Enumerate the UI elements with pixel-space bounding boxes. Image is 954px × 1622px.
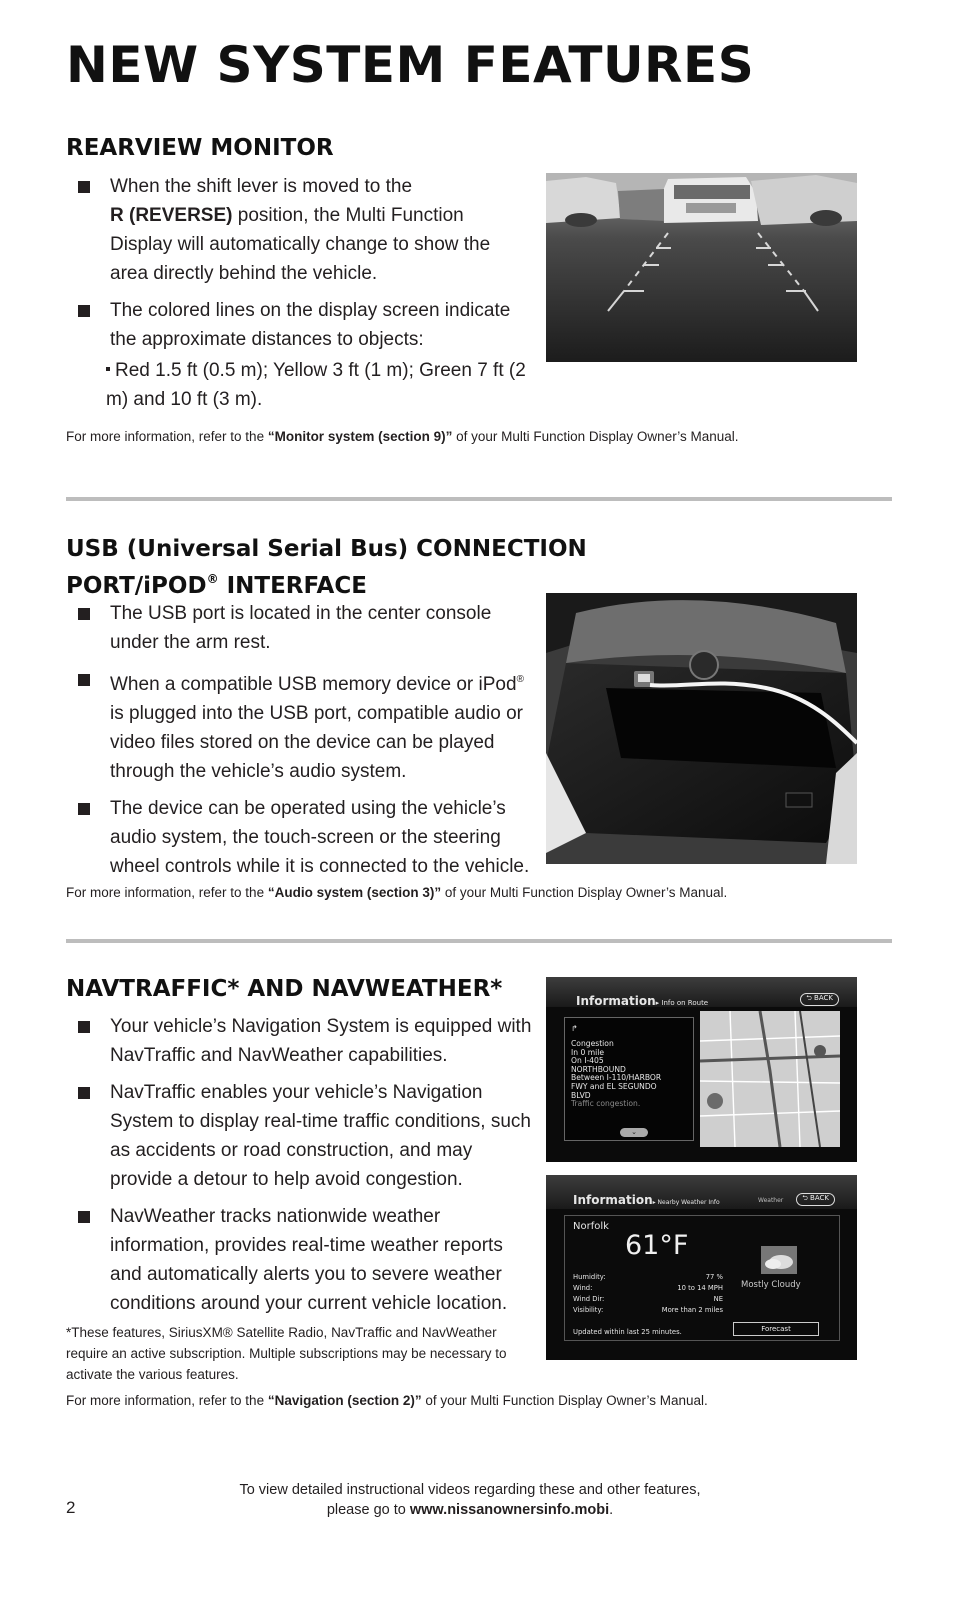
bullet-square-icon xyxy=(78,181,90,193)
bullet-square-icon xyxy=(78,1087,90,1099)
forecast-button: Forecast xyxy=(733,1322,819,1336)
screen-header: Information▸ Info on Route xyxy=(576,994,709,1008)
list-item: The device can be operated using the vehicle’s audio system, the touch-screen or the steering wheel controls while it is connected to the vehicle. xyxy=(78,794,538,881)
rearview-bullet-list xyxy=(78,172,528,362)
list-item: Your vehicle’s Navigation System is equipped with NavTraffic and NavWeather capabilities. xyxy=(78,1012,538,1070)
weather-details xyxy=(573,1272,723,1316)
rearview-distance-subitem: Red 1.5 ft (0.5 m); Yellow 3 ft (1 m); Green 7 ft (2 m) and 10 ft (3 m). xyxy=(106,360,526,410)
navweather-screen-photo xyxy=(546,1175,857,1360)
weather-row-label: Visibility: xyxy=(573,1306,604,1314)
traffic-line: NORTHBOUND xyxy=(571,1064,626,1074)
rearview-section-title: REARVIEW MONITOR xyxy=(66,135,334,161)
bullet-square-icon xyxy=(78,1211,90,1223)
weather-row xyxy=(573,1305,723,1316)
nav-bullet-list xyxy=(78,1012,538,1326)
footer-note: To view detailed instructional videos regarding these and other features, please go to www.nissanownersinfo.mobi. xyxy=(239,1482,701,1518)
scroll-down-icon: ⌄ xyxy=(620,1128,648,1137)
rearview-camera-photo xyxy=(546,173,857,362)
nav-section-title: NAVTRAFFIC* AND NAVWEATHER* xyxy=(66,976,503,1002)
sub-bullet-icon xyxy=(106,367,110,371)
section-divider xyxy=(66,497,892,501)
bullet-square-icon xyxy=(78,803,90,815)
weather-row-value: NE xyxy=(713,1295,723,1303)
navtraffic-screen-photo xyxy=(546,977,857,1162)
nav-subscription-footnote: *These features, SiriusXM® Satellite Radio, NavTraffic and NavWeather require an active subscription. Multiple subscriptions may be necessary to activate the various features. xyxy=(66,1325,507,1382)
weather-city: Norfolk xyxy=(573,1221,609,1232)
list-item: When the shift lever is moved to the R (REVERSE) position, the Multi Function Display will automatically change to show the area directly behind the vehicle. xyxy=(78,172,528,288)
list-item: NavTraffic enables your vehicle’s Navigation System to display real-time traffic conditions, such as accidents or road construction, and may provide a detour to help avoid congestion. xyxy=(78,1078,538,1194)
weather-row-value: 10 to 14 MPH xyxy=(677,1284,723,1292)
bullet-square-icon xyxy=(78,1021,90,1033)
bullet-square-icon xyxy=(78,674,90,686)
website-link: www.nissanownersinfo.mobi xyxy=(409,1502,610,1518)
screen-back-button: ⮌ BACK xyxy=(800,993,839,1006)
weather-row xyxy=(573,1294,723,1305)
traffic-info-panel xyxy=(564,1017,694,1141)
traffic-line: On I-405 xyxy=(571,1056,604,1066)
usb-reference-note: For more information, refer to the “Audio system (section 3)” of your Multi Function Display Owner’s Manual. xyxy=(66,885,728,900)
usb-console-photo xyxy=(546,593,857,864)
screen-back-button: ⮌ BACK xyxy=(796,1193,835,1206)
traffic-line: Between I-110/HARBOR xyxy=(571,1073,662,1083)
weather-row-label: Humidity: xyxy=(573,1273,606,1281)
weather-row xyxy=(573,1283,723,1294)
weather-row-label: Wind: xyxy=(573,1284,593,1292)
weather-row-value: More than 2 miles xyxy=(661,1306,723,1314)
weather-condition: Mostly Cloudy xyxy=(741,1280,801,1290)
traffic-map xyxy=(700,1011,840,1147)
traffic-line: In 0 mile xyxy=(571,1047,605,1057)
page-number: 2 xyxy=(66,1498,76,1517)
weather-panel xyxy=(564,1215,840,1341)
list-item: The USB port is located in the center console under the arm rest. xyxy=(78,599,538,657)
traffic-line: Traffic congestion. xyxy=(571,1099,641,1109)
rearview-reference-note: For more information, refer to the “Monitor system (section 9)” of your Multi Function Display Owner’s Manual. xyxy=(66,429,739,444)
weather-updated: Updated within last 25 minutes. xyxy=(573,1328,682,1336)
section-divider xyxy=(66,939,892,943)
page-title: NEW SYSTEM FEATURES xyxy=(66,36,755,94)
cloudy-weather-icon xyxy=(761,1246,797,1274)
usb-section-title: USB (Universal Serial Bus) CONNECTION PORT/iPOD® INTERFACE xyxy=(66,536,587,599)
list-item: When a compatible USB memory device or iPod® is plugged into the USB port, compatible audio or video files stored on the device can be played through the vehicle’s audio system. xyxy=(78,665,538,786)
list-item: NavWeather tracks nationwide weather information, provides real-time weather reports and automatically alerts you to severe weather conditions around your current vehicle location. xyxy=(78,1202,538,1318)
traffic-line: BLVD xyxy=(571,1090,591,1100)
weather-row-label: Wind Dir: xyxy=(573,1295,605,1303)
weather-row xyxy=(573,1272,723,1283)
traffic-details xyxy=(571,1040,661,1109)
weather-tab: Weather xyxy=(758,1197,784,1204)
weather-row-value: 77 % xyxy=(705,1273,723,1281)
screen-header: Information▸ Nearby Weather Info xyxy=(573,1193,720,1207)
bullet-square-icon xyxy=(78,305,90,317)
weather-temperature: 61°F xyxy=(625,1230,689,1261)
direction-arrow-icon: ↱ xyxy=(571,1024,578,1033)
traffic-line: FWY and EL SEGUNDO xyxy=(571,1081,657,1091)
usb-bullet-list xyxy=(78,599,538,889)
traffic-line: Congestion xyxy=(571,1039,614,1048)
nav-reference-note: For more information, refer to the “Navigation (section 2)” of your Multi Function Display Owner’s Manual. xyxy=(66,1393,708,1408)
list-item: The colored lines on the display screen indicate the approximate distances to objects: xyxy=(78,296,528,354)
bullet-square-icon xyxy=(78,608,90,620)
